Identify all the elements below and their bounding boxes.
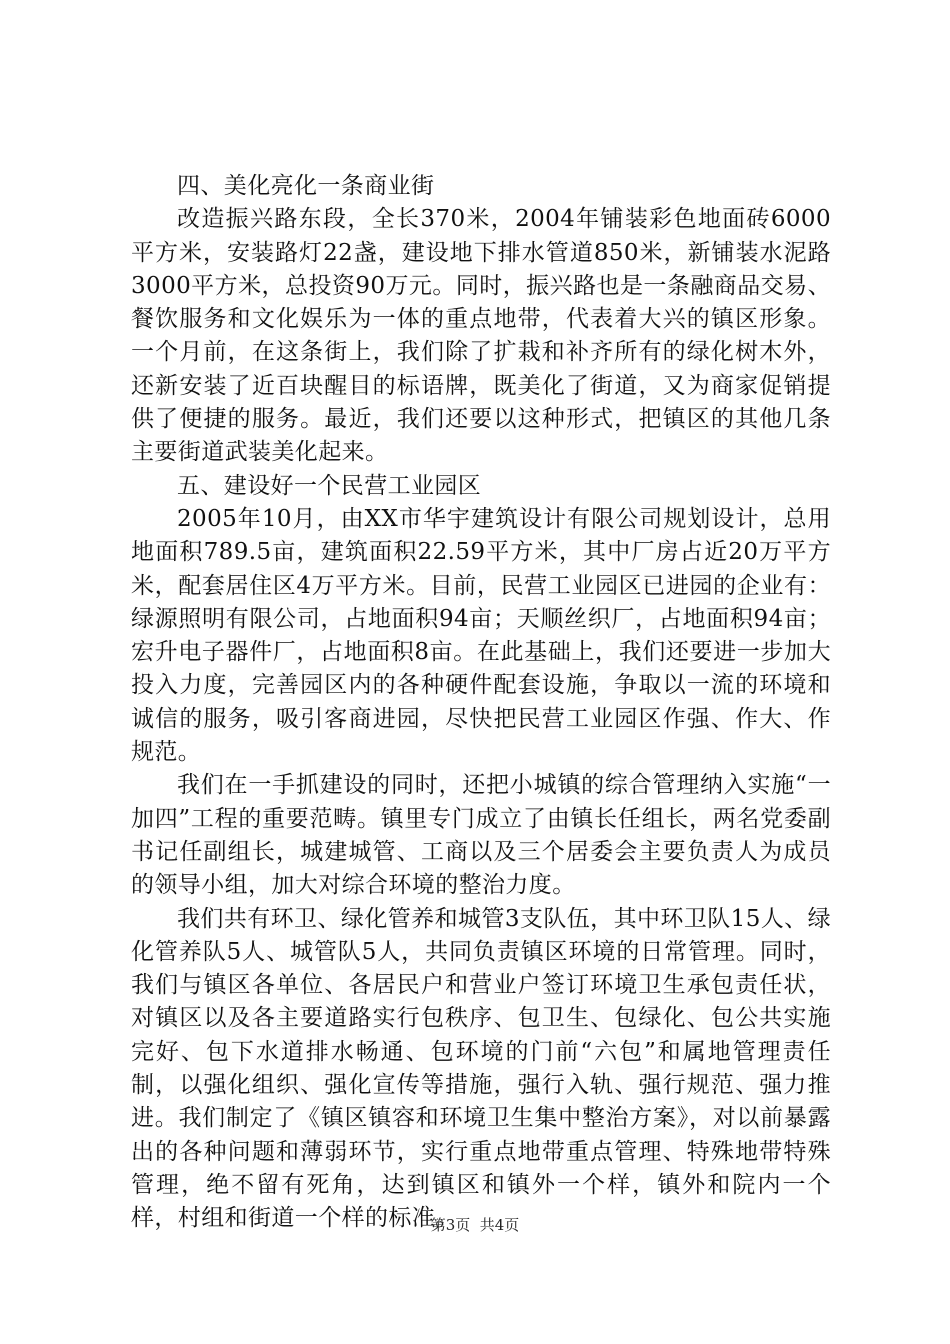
paragraph-commercial-street: 改造振兴路东段，全长370米，2004年铺装彩色地面砖6000平方米，安装路灯22盏，建设地下排水管道850米，新铺装水泥路3000平方米，总投资90万元。同时，振兴路也是一条融商品交易、餐饮服务和文化娱乐为一体的重点地带，代表着大兴的镇区形象。一个月前，在这条街上，我们除了扩栽和补齐所有的绿化树木外，还新安装了近百块醒目的标语牌，既美化了街道，又为商家促销提供了便捷的服务。最近，我们还要以这种形式，把镇区的其他几条主要街道武装美化起来。 — [131, 206, 831, 466]
page-number: 第3页 共4页 — [430, 1216, 520, 1234]
paragraph-environment: 我们共有环卫、绿化管养和城管3支队伍，其中环卫队15人、绿化管养队5人、城管队5人，共同负责镇区环境的日常管理。同时，我们与镇区各单位、各居民户和营业户签订环境卫生承包责任状，对镇区以及各主要道路实行包秩序、包卫生、包绿化、包公共实施完好、包下水道排水畅通、包环境的门前“六包”和属地管理责任制，以强化组织、强化宣传等措施，强行入轨、强行规范、强力推进。我们制定了《镇区镇容和环境卫生集中整治方案》，对以前暴露出的各种问题和薄弱环节，实行重点地带重点管理、特殊地带特殊管理，绝不留有死角，达到镇区和镇外一个样，镇外和院内一个样，村组和街道一个样的标准。 — [131, 905, 831, 1232]
section-heading-5: 五、建设好一个民营工业园区 — [177, 472, 482, 499]
document-body — [131, 170, 831, 1236]
section-heading-4: 四、美化亮化一条商业街 — [177, 173, 435, 199]
page-footer — [0, 1214, 950, 1235]
paragraph-industrial-park: 2005年10月，由XX市华宇建筑设计有限公司规划设计，总用地面积789.5亩，建筑面积22.59平方米，其中厂房占近20万平方米，配套居住区4万平方米。目前，民营工业园区已进园的企业有：绿源照明有限公司，占地面积94亩；天顺丝织厂，占地面积94亩；宏升电子器件厂，占地面积8亩。在此基础上，我们还要进一步加大投入力度，完善园区内的各种硬件配套设施，争取以一流的环境和诚信的服务，吸引客商进园，尽快把民营工业园区作强、作大、作规范。 — [131, 505, 831, 766]
paragraph-management: 我们在一手抓建设的同时，还把小城镇的综合管理纳入实施“一加四”工程的重要范畴。镇里专门成立了由镇长任组长，两名党委副书记任副组长，城建城管、工商以及三个居委会主要负责人为成员的领导小组，加大对综合环境的整治力度。 — [131, 772, 831, 899]
